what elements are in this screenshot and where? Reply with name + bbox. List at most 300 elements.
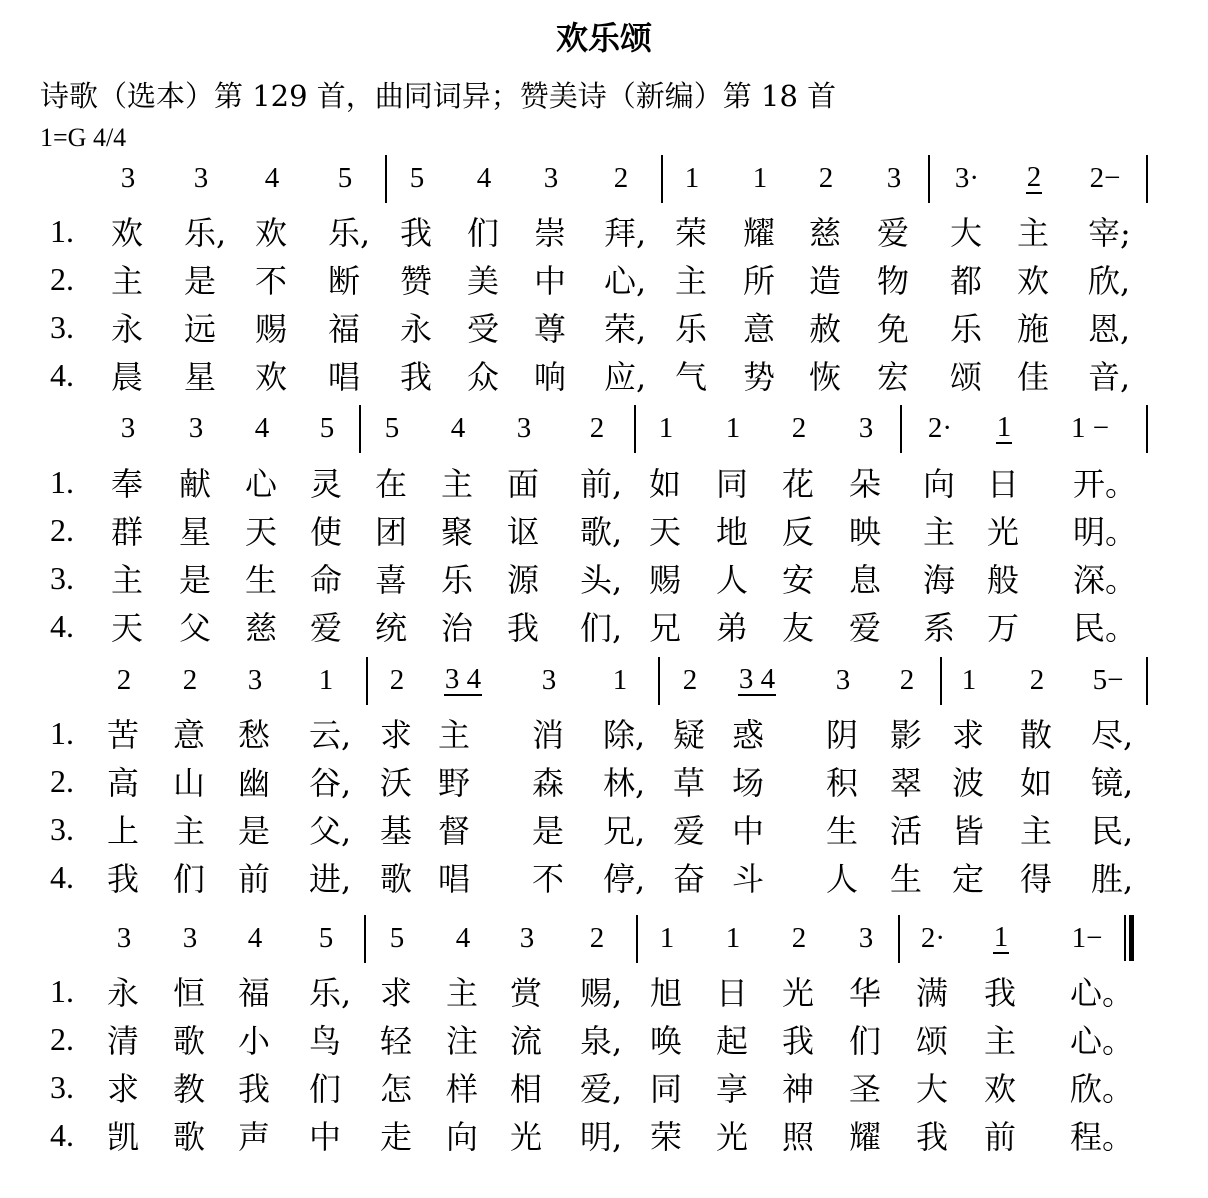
- lyric-syllable: 草: [673, 764, 706, 802]
- note: [854, 158, 934, 198]
- lyric-syllable: 献: [179, 465, 212, 503]
- lyric-syllable: 我: [400, 214, 433, 252]
- lyric-syllable: 求: [380, 716, 413, 754]
- lyric-syllable: 天: [245, 513, 278, 551]
- lyric-syllable: 光: [987, 513, 1020, 551]
- lyric-syllable: 主: [441, 465, 474, 503]
- lyric-syllable: 系: [923, 609, 956, 647]
- note-text: 3·: [954, 161, 980, 194]
- note: [961, 918, 1041, 958]
- note: [826, 408, 906, 448]
- lyric-syllable: 大: [950, 214, 983, 252]
- lyric-syllable: 聚: [441, 513, 474, 551]
- barline: [928, 155, 930, 203]
- lyric-syllable: 求: [380, 974, 413, 1012]
- lyric-syllable: 远: [184, 310, 217, 348]
- lyric-syllable: 日: [987, 465, 1020, 503]
- note: [88, 158, 168, 198]
- lyric-syllable: 我: [916, 1118, 949, 1156]
- lyric-line-verse-3: [0, 806, 1208, 852]
- lyric-syllable: 轻: [380, 1022, 413, 1060]
- lyric-syllable: 程。: [1070, 1118, 1135, 1156]
- lyric-line-verse-4: [0, 603, 1208, 649]
- barline: [366, 657, 368, 705]
- lyric-syllable: 们: [849, 1022, 882, 1060]
- note-text: 1: [612, 663, 628, 696]
- lyric-syllable: 同: [716, 465, 749, 503]
- lyric-syllable: 除,: [603, 716, 646, 754]
- lyric-syllable: 享: [716, 1070, 749, 1108]
- notation-row: [0, 158, 1208, 198]
- lyric-syllable: 弟: [716, 609, 749, 647]
- hymn-source-note: 诗歌（选本）第 129 首，曲同词异；赞美诗（新编）第 18 首: [40, 79, 837, 113]
- lyric-syllable: 意: [173, 716, 206, 754]
- verse-number: 2.: [50, 260, 74, 297]
- note-text: 3: [120, 161, 136, 194]
- lyric-syllable: 赐,: [580, 974, 623, 1012]
- lyric-syllable: 是: [238, 812, 271, 850]
- lyric-syllable: 走: [380, 1118, 413, 1156]
- lyric-syllable: 佳: [1017, 358, 1050, 396]
- lyric-syllable: 惑: [732, 716, 765, 754]
- lyric-syllable: 光: [716, 1118, 749, 1156]
- lyric-syllable: 气: [675, 358, 708, 396]
- lyric-syllable: 我: [507, 609, 540, 647]
- lyric-syllable: 拜,: [604, 214, 647, 252]
- lyric-line-verse-3: [0, 1064, 1208, 1110]
- lyric-syllable: 圣: [849, 1070, 882, 1108]
- lyric-line-verse-4: [0, 854, 1208, 900]
- lyric-syllable: 斗: [732, 860, 765, 898]
- note-text: 2·: [920, 921, 946, 954]
- lyric-line-verse-2: [0, 1016, 1208, 1062]
- lyric-syllable: 我: [107, 860, 140, 898]
- lyric-syllable: 是: [532, 812, 565, 850]
- note-text: 3: [541, 663, 557, 696]
- note: [215, 660, 295, 700]
- lyric-syllable: 们: [309, 1070, 342, 1108]
- barline: [364, 915, 366, 963]
- note-text: 4: [264, 161, 280, 194]
- lyric-line-verse-1: [0, 459, 1208, 505]
- note: [232, 158, 312, 198]
- lyric-syllable: 永: [400, 310, 433, 348]
- lyric-syllable: 唱: [438, 860, 471, 898]
- lyric-syllable: 镜,: [1091, 764, 1134, 802]
- note-text: 1: [659, 921, 675, 954]
- lyric-syllable: 中: [732, 812, 765, 850]
- lyric-syllable: 生: [826, 812, 859, 850]
- lyric-line-verse-1: [0, 710, 1208, 756]
- barline: [1146, 405, 1148, 453]
- lyric-syllable: 慈: [809, 214, 842, 252]
- verse-number: 3.: [50, 308, 74, 345]
- lyric-syllable: 同: [650, 1070, 683, 1108]
- lyric-syllable: 乐,: [328, 214, 371, 252]
- lyric-syllable: 前: [984, 1118, 1017, 1156]
- lyric-syllable: 息: [849, 561, 882, 599]
- lyric-syllable: 尽,: [1091, 716, 1134, 754]
- lyric-syllable: 爱: [310, 609, 343, 647]
- lyric-syllable: 造: [809, 262, 842, 300]
- note: [286, 918, 366, 958]
- note-text: 2−: [1089, 161, 1121, 194]
- lyric-syllable: 势: [743, 358, 776, 396]
- lyric-syllable: 尊: [534, 310, 567, 348]
- note: [997, 660, 1077, 700]
- lyric-syllable: 永: [111, 310, 144, 348]
- lyric-syllable: 安: [782, 561, 815, 599]
- lyric-syllable: 地: [716, 513, 749, 551]
- barline: [385, 155, 387, 203]
- note-text: 5: [319, 411, 335, 444]
- lyric-syllable: 明,: [580, 1118, 623, 1156]
- note-text: 3 4: [738, 662, 776, 695]
- note-text: 2: [589, 921, 605, 954]
- lyric-syllable: 治: [441, 609, 474, 647]
- lyric-syllable: 主: [1020, 812, 1053, 850]
- lyric-syllable: 主: [923, 513, 956, 551]
- lyric-syllable: 皆: [952, 812, 985, 850]
- lyric-syllable: 基: [380, 812, 413, 850]
- lyric-syllable: 团: [375, 513, 408, 551]
- note-text: 1: [318, 663, 334, 696]
- note-text: 3: [858, 411, 874, 444]
- note-text: 5−: [1092, 663, 1124, 696]
- lyric-syllable: 免: [877, 310, 910, 348]
- lyric-syllable: 物: [877, 262, 910, 300]
- lyric-syllable: 唤: [650, 1022, 683, 1060]
- lyric-syllable: 民,: [1091, 812, 1134, 850]
- lyric-syllable: 永: [107, 974, 140, 1012]
- lyric-syllable: 小: [238, 1022, 271, 1060]
- note: [305, 158, 385, 198]
- lyric-syllable: 爱: [849, 609, 882, 647]
- lyric-syllable: 唱: [328, 358, 361, 396]
- lyric-syllable: 所: [743, 262, 776, 300]
- lyric-syllable: 歌,: [580, 513, 623, 551]
- lyric-syllable: 主: [984, 1022, 1017, 1060]
- lyric-line-verse-3: [0, 304, 1208, 350]
- note-text: 4: [247, 921, 263, 954]
- lyric-syllable: 映: [849, 513, 882, 551]
- lyric-syllable: 华: [849, 974, 882, 1012]
- note-text: 2: [899, 663, 915, 696]
- lyric-line-verse-2: [0, 256, 1208, 302]
- lyric-syllable: 主: [173, 812, 206, 850]
- lyric-syllable: 们: [173, 860, 206, 898]
- lyric-syllable: 赏: [510, 974, 543, 1012]
- lyric-syllable: 上: [107, 812, 140, 850]
- lyric-syllable: 沃: [380, 764, 413, 802]
- lyric-syllable: 乐,: [309, 974, 352, 1012]
- note-text: 1: [961, 663, 977, 696]
- lyric-syllable: 明。: [1073, 513, 1138, 551]
- lyric-syllable: 督: [438, 812, 471, 850]
- barline: [658, 657, 660, 705]
- barline: [1146, 155, 1148, 203]
- key-signature: 1=G 4/4: [40, 123, 127, 152]
- lyric-syllable: 求: [107, 1070, 140, 1108]
- lyric-syllable: 源: [507, 561, 540, 599]
- notation-row: [0, 918, 1208, 958]
- barline: [900, 405, 902, 453]
- lyric-syllable: 中: [534, 262, 567, 300]
- verse-number: 1.: [50, 463, 74, 500]
- lyric-syllable: 停,: [603, 860, 646, 898]
- note: [511, 158, 591, 198]
- lyric-syllable: 崇: [534, 214, 567, 252]
- lyric-syllable: 欢: [1017, 262, 1050, 300]
- lyric-syllable: 歌: [380, 860, 413, 898]
- lyric-syllable: 野: [438, 764, 471, 802]
- lyric-syllable: 喜: [375, 561, 408, 599]
- lyric-syllable: 活: [890, 812, 923, 850]
- lyric-syllable: 兄: [649, 609, 682, 647]
- hymn-title: 欢乐颂: [555, 19, 652, 57]
- lyric-syllable: 星: [184, 358, 217, 396]
- lyric-syllable: 神: [782, 1070, 815, 1108]
- note-text: 4: [455, 921, 471, 954]
- note-text: 1 −: [1070, 411, 1110, 444]
- verse-number: 3.: [50, 1068, 74, 1105]
- lyric-syllable: 主: [675, 262, 708, 300]
- verse-number: 4.: [50, 356, 74, 393]
- final-barline: [1124, 915, 1134, 961]
- barline: [661, 155, 663, 203]
- note-text: 5: [384, 411, 400, 444]
- lyric-syllable: 是: [184, 262, 217, 300]
- lyric-line-verse-2: [0, 507, 1208, 553]
- lyric-syllable: 万: [987, 609, 1020, 647]
- note-text: 1: [996, 410, 1012, 443]
- lyric-syllable: 命: [310, 561, 343, 599]
- lyric-syllable: 宏: [877, 358, 910, 396]
- lyric-syllable: 父: [179, 609, 212, 647]
- lyric-syllable: 乐: [950, 310, 983, 348]
- lyric-syllable: 花: [782, 465, 815, 503]
- lyric-syllable: 们: [467, 214, 500, 252]
- lyric-syllable: 兄,: [603, 812, 646, 850]
- lyric-syllable: 不: [255, 262, 288, 300]
- lyric-syllable: 晨: [111, 358, 144, 396]
- notation-row: [0, 660, 1208, 700]
- note: [1068, 660, 1148, 700]
- lyric-syllable: 主: [111, 561, 144, 599]
- lyric-syllable: 场: [732, 764, 765, 802]
- notation-row: [0, 408, 1208, 448]
- lyric-syllable: 父,: [309, 812, 352, 850]
- note-text: 5: [337, 161, 353, 194]
- lyric-syllable: 乐: [441, 561, 474, 599]
- note: [557, 408, 637, 448]
- lyric-syllable: 爱,: [580, 1070, 623, 1108]
- lyric-syllable: 心。: [1070, 974, 1135, 1012]
- lyric-syllable: 人: [716, 561, 749, 599]
- lyric-syllable: 向: [923, 465, 956, 503]
- lyric-syllable: 奉: [111, 465, 144, 503]
- lyric-syllable: 福: [238, 974, 271, 1012]
- barline: [898, 915, 900, 963]
- barline: [940, 657, 942, 705]
- note-text: 2: [818, 161, 834, 194]
- lyric-syllable: 主: [1017, 214, 1050, 252]
- lyric-syllable: 意: [743, 310, 776, 348]
- lyric-syllable: 朵: [849, 465, 882, 503]
- lyric-syllable: 凯: [107, 1118, 140, 1156]
- lyric-syllable: 恩,: [1088, 310, 1131, 348]
- lyric-syllable: 愁: [238, 716, 271, 754]
- verse-number: 1.: [50, 972, 74, 1009]
- lyric-syllable: 美: [467, 262, 500, 300]
- lyric-syllable: 声: [238, 1118, 271, 1156]
- lyric-syllable: 我: [782, 1022, 815, 1060]
- note-text: 2: [182, 663, 198, 696]
- note-text: 3 4: [444, 662, 482, 695]
- lyric-syllable: 受: [467, 310, 500, 348]
- note: [286, 660, 366, 700]
- note-text: 2: [589, 411, 605, 444]
- note-text: 3: [835, 663, 851, 696]
- lyric-syllable: 生: [245, 561, 278, 599]
- lyric-syllable: 不: [532, 860, 565, 898]
- lyric-syllable: 积: [826, 764, 859, 802]
- lyric-syllable: 求: [952, 716, 985, 754]
- lyric-syllable: 星: [179, 513, 212, 551]
- lyric-syllable: 福: [328, 310, 361, 348]
- lyric-syllable: 乐: [675, 310, 708, 348]
- lyric-syllable: 主: [111, 262, 144, 300]
- lyric-syllable: 照: [782, 1118, 815, 1156]
- verse-number: 3.: [50, 810, 74, 847]
- lyric-line-verse-1: [0, 208, 1208, 254]
- note-text: 3: [858, 921, 874, 954]
- lyric-syllable: 阴: [826, 716, 859, 754]
- lyric-syllable: 进,: [309, 860, 352, 898]
- note: [717, 660, 797, 700]
- lyric-syllable: 疑: [673, 716, 706, 754]
- lyric-syllable: 天: [649, 513, 682, 551]
- lyric-syllable: 如: [649, 465, 682, 503]
- lyric-syllable: 欣。: [1070, 1070, 1135, 1108]
- lyric-syllable: 欢: [984, 1070, 1017, 1108]
- lyric-syllable: 使: [310, 513, 343, 551]
- note-text: 3: [193, 161, 209, 194]
- verse-number: 4.: [50, 858, 74, 895]
- lyric-syllable: 森: [532, 764, 565, 802]
- lyric-syllable: 施: [1017, 310, 1050, 348]
- note-text: 2: [389, 663, 405, 696]
- note: [215, 918, 295, 958]
- lyric-syllable: 教: [173, 1070, 206, 1108]
- lyric-syllable: 相: [510, 1070, 543, 1108]
- note-text: 5: [409, 161, 425, 194]
- note-text: 1: [725, 921, 741, 954]
- lyric-syllable: 颂: [950, 358, 983, 396]
- note: [964, 408, 1044, 448]
- lyric-syllable: 讴: [507, 513, 540, 551]
- note-text: 3: [182, 921, 198, 954]
- lyric-syllable: 光: [510, 1118, 543, 1156]
- lyric-syllable: 定: [952, 860, 985, 898]
- lyric-syllable: 们,: [580, 609, 623, 647]
- verse-number: 2.: [50, 1020, 74, 1057]
- lyric-syllable: 都: [950, 262, 983, 300]
- lyric-syllable: 反: [782, 513, 815, 551]
- lyric-line-verse-2: [0, 758, 1208, 804]
- note-text: 4: [476, 161, 492, 194]
- verse-number: 1.: [50, 212, 74, 249]
- lyric-syllable: 群: [111, 513, 144, 551]
- lyric-syllable: 民。: [1073, 609, 1138, 647]
- note-text: 5: [389, 921, 405, 954]
- lyric-syllable: 海: [923, 561, 956, 599]
- lyric-syllable: 赦: [809, 310, 842, 348]
- lyric-syllable: 散: [1020, 716, 1053, 754]
- note: [1050, 408, 1130, 448]
- lyric-syllable: 爱: [673, 812, 706, 850]
- note-text: 2: [791, 921, 807, 954]
- note-text: 4: [254, 411, 270, 444]
- note: [1047, 918, 1127, 958]
- lyric-syllable: 般: [987, 561, 1020, 599]
- note-text: 2·: [927, 411, 953, 444]
- note-text: 3: [116, 921, 132, 954]
- lyric-syllable: 山: [173, 764, 206, 802]
- lyric-syllable: 苦: [107, 716, 140, 754]
- lyric-syllable: 鸟: [309, 1022, 342, 1060]
- note: [161, 158, 241, 198]
- lyric-syllable: 我: [238, 1070, 271, 1108]
- lyric-syllable: 前: [238, 860, 271, 898]
- lyric-syllable: 日: [716, 974, 749, 1012]
- verse-number: 3.: [50, 559, 74, 596]
- lyric-syllable: 注: [446, 1022, 479, 1060]
- lyric-syllable: 幽: [238, 764, 271, 802]
- lyric-syllable: 开。: [1073, 465, 1138, 503]
- lyric-syllable: 前,: [580, 465, 623, 503]
- lyric-syllable: 旭: [650, 974, 683, 1012]
- note: [487, 918, 567, 958]
- lyric-syllable: 心,: [604, 262, 647, 300]
- note-text: 3: [543, 161, 559, 194]
- note-text: 3: [188, 411, 204, 444]
- note-text: 2: [116, 663, 132, 696]
- lyric-syllable: 得: [1020, 860, 1053, 898]
- lyric-syllable: 心: [245, 465, 278, 503]
- note-text: 3: [886, 161, 902, 194]
- lyric-syllable: 我: [400, 358, 433, 396]
- lyric-syllable: 众: [467, 358, 500, 396]
- lyric-syllable: 向: [446, 1118, 479, 1156]
- note-text: 1: [725, 411, 741, 444]
- note-text: 1−: [1071, 921, 1103, 954]
- barline: [1146, 657, 1148, 705]
- lyric-syllable: 谷,: [309, 764, 352, 802]
- note: [509, 660, 589, 700]
- lyric-syllable: 赞: [400, 262, 433, 300]
- lyric-syllable: 赐: [255, 310, 288, 348]
- lyric-syllable: 中: [309, 1118, 342, 1156]
- lyric-syllable: 欢: [255, 358, 288, 396]
- verse-number: 4.: [50, 1116, 74, 1153]
- lyric-syllable: 荣,: [604, 310, 647, 348]
- note-text: 1: [684, 161, 700, 194]
- lyric-syllable: 音,: [1088, 358, 1131, 396]
- lyric-syllable: 奋: [673, 860, 706, 898]
- lyric-syllable: 恢: [809, 358, 842, 396]
- lyric-syllable: 消: [532, 716, 565, 754]
